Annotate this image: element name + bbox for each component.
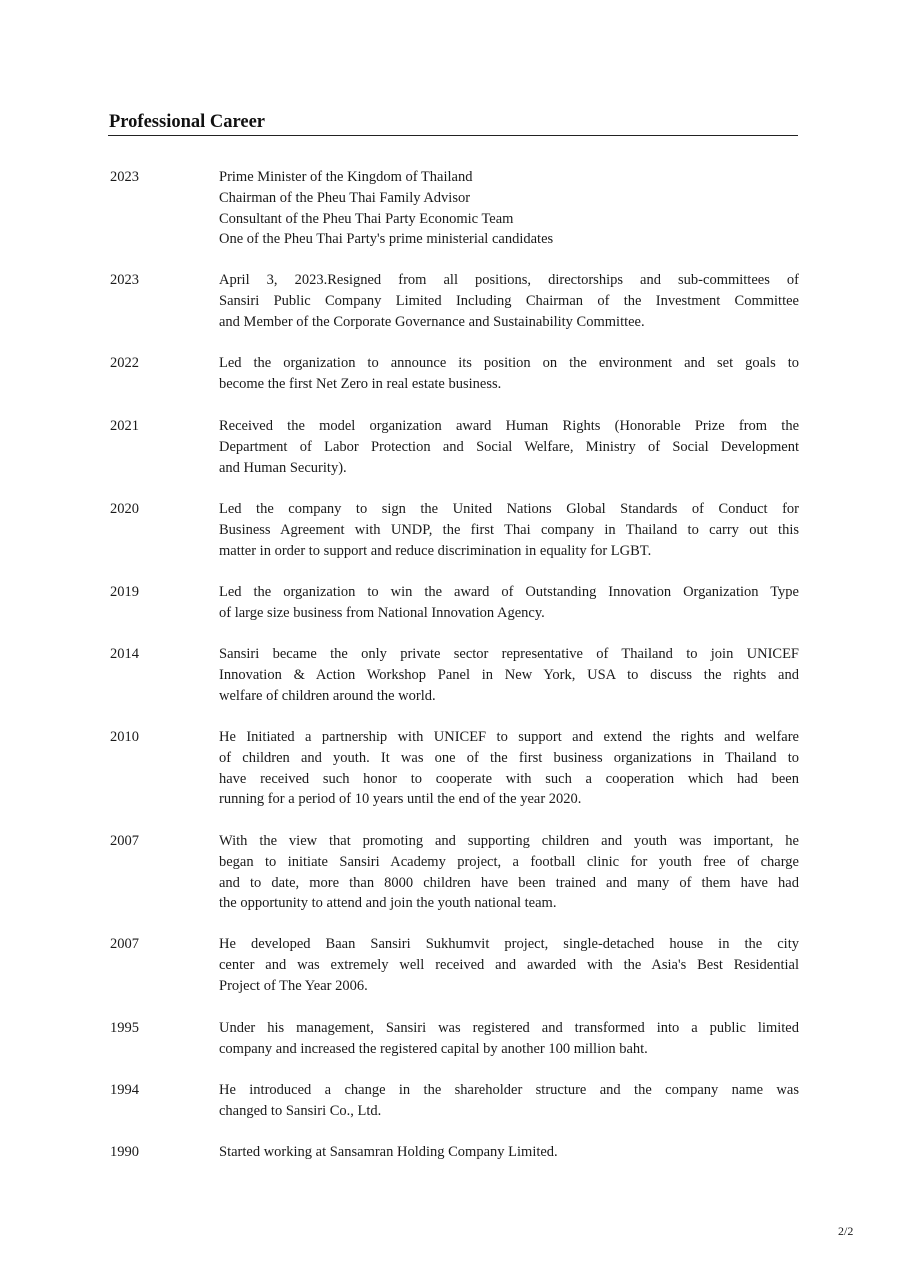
page-number: 2/2 xyxy=(838,1224,854,1238)
career-description-line: One of the Pheu Thai Party's prime ministerial candidates xyxy=(219,231,554,248)
career-description-line: Led the organization to win the award of Outstanding Innovation Organization Type xyxy=(219,584,799,600)
career-description xyxy=(219,644,799,706)
career-year: 2007 xyxy=(110,936,139,952)
career-description-line: and Member of the Corporate Governance and Sustainability Committee. xyxy=(219,313,645,330)
career-description xyxy=(219,934,799,996)
career-description-line: He developed Baan Sansiri Sukhumvit project, single-detached house in the city xyxy=(219,936,799,952)
career-description-line: With the view that promoting and supporting children and youth was important, he xyxy=(219,833,799,849)
career-description-line: Started working at Sansamran Holding Company Limited. xyxy=(219,1144,558,1160)
career-description-line: Received the model organization award Human Rights (Honorable Prize from the xyxy=(219,418,799,434)
career-description-line: the opportunity to attend and join the youth national team. xyxy=(219,895,557,912)
career-description-line: of children and youth. It was one of the first business organizations in Thailand to xyxy=(219,749,799,766)
career-description-line: welfare of children around the world. xyxy=(219,687,436,704)
career-year: 1995 xyxy=(110,1020,139,1036)
career-description xyxy=(219,582,799,624)
career-description-line: matter in order to support and reduce discrimination in equality for LGBT. xyxy=(219,542,652,559)
career-year: 2010 xyxy=(110,729,139,745)
career-year: 2019 xyxy=(110,584,139,600)
career-year: 1994 xyxy=(110,1082,139,1098)
career-description-line: company and increased the registered capital by another 100 million baht. xyxy=(219,1040,648,1057)
career-year: 2021 xyxy=(110,418,139,434)
career-description-line: Led the organization to announce its position on the environment and set goals to xyxy=(219,355,799,371)
career-description-line: and Human Security). xyxy=(219,459,347,476)
career-description xyxy=(219,270,799,332)
career-description xyxy=(219,499,799,561)
career-description-line: changed to Sansiri Co., Ltd. xyxy=(219,1102,382,1119)
section-title: Professional Career xyxy=(109,112,266,132)
career-description-line: center and was extremely well received and awarded with the Asia's Best Residential xyxy=(219,956,799,973)
career-description-line: of large size business from National Innovation Agency. xyxy=(219,604,545,621)
career-description xyxy=(219,1142,799,1163)
career-description-line: become the first Net Zero in real estate business. xyxy=(219,375,502,392)
career-description-line: April 3, 2023.Resigned from all positions, directorships and sub-committees of xyxy=(219,272,799,288)
career-description xyxy=(219,831,799,914)
career-description-line: Chairman of the Pheu Thai Family Advisor xyxy=(219,189,471,206)
career-description-line: and to date, more than 8000 children have been trained and many of them have had xyxy=(219,874,799,891)
career-description-line: Business Agreement with UNDP, the first Thai company in Thailand to carry out this xyxy=(219,521,799,538)
career-year: 2020 xyxy=(110,501,139,517)
career-description-line: Prime Minister of the Kingdom of Thailand xyxy=(219,169,473,185)
career-description-line: Department of Labor Protection and Social Welfare, Ministry of Social Development xyxy=(219,438,799,455)
career-description-line: Led the company to sign the United Nations Global Standards of Conduct for xyxy=(219,501,799,517)
career-description-line: Sansiri became the only private sector representative of Thailand to join UNICEF xyxy=(219,646,799,662)
career-description-line: Sansiri Public Company Limited Including Chairman of the Investment Committee xyxy=(219,292,799,309)
career-description-line: He Initiated a partnership with UNICEF to support and extend the rights and welfare xyxy=(219,729,799,745)
career-year: 2007 xyxy=(110,833,139,849)
career-year: 2014 xyxy=(110,646,139,662)
career-description-line: Innovation & Action Workshop Panel in New York, USA to discuss the rights and xyxy=(219,666,799,683)
career-year: 2023 xyxy=(110,169,139,185)
title-divider xyxy=(108,135,798,136)
career-description-line: Under his management, Sansiri was registered and transformed into a public limited xyxy=(219,1020,799,1036)
career-description-line: Project of The Year 2006. xyxy=(219,977,368,994)
career-description-line: He introduced a change in the shareholder structure and the company name was xyxy=(219,1082,799,1098)
career-year: 1990 xyxy=(110,1144,139,1160)
career-description xyxy=(219,1080,799,1122)
career-year: 2023 xyxy=(110,272,139,288)
career-description xyxy=(219,353,799,395)
career-description xyxy=(219,167,799,250)
career-description xyxy=(219,727,799,810)
career-description-line: Consultant of the Pheu Thai Party Economic Team xyxy=(219,210,514,227)
career-description-line: began to initiate Sansiri Academy project, a football clinic for youth free of charge xyxy=(219,853,799,870)
career-description xyxy=(219,1018,799,1060)
career-description-line: running for a period of 10 years until the end of the year 2020. xyxy=(219,791,582,808)
career-description-line: have received such honor to cooperate with such a cooperation which had been xyxy=(219,770,799,787)
career-year: 2022 xyxy=(110,355,139,371)
career-description xyxy=(219,416,799,478)
